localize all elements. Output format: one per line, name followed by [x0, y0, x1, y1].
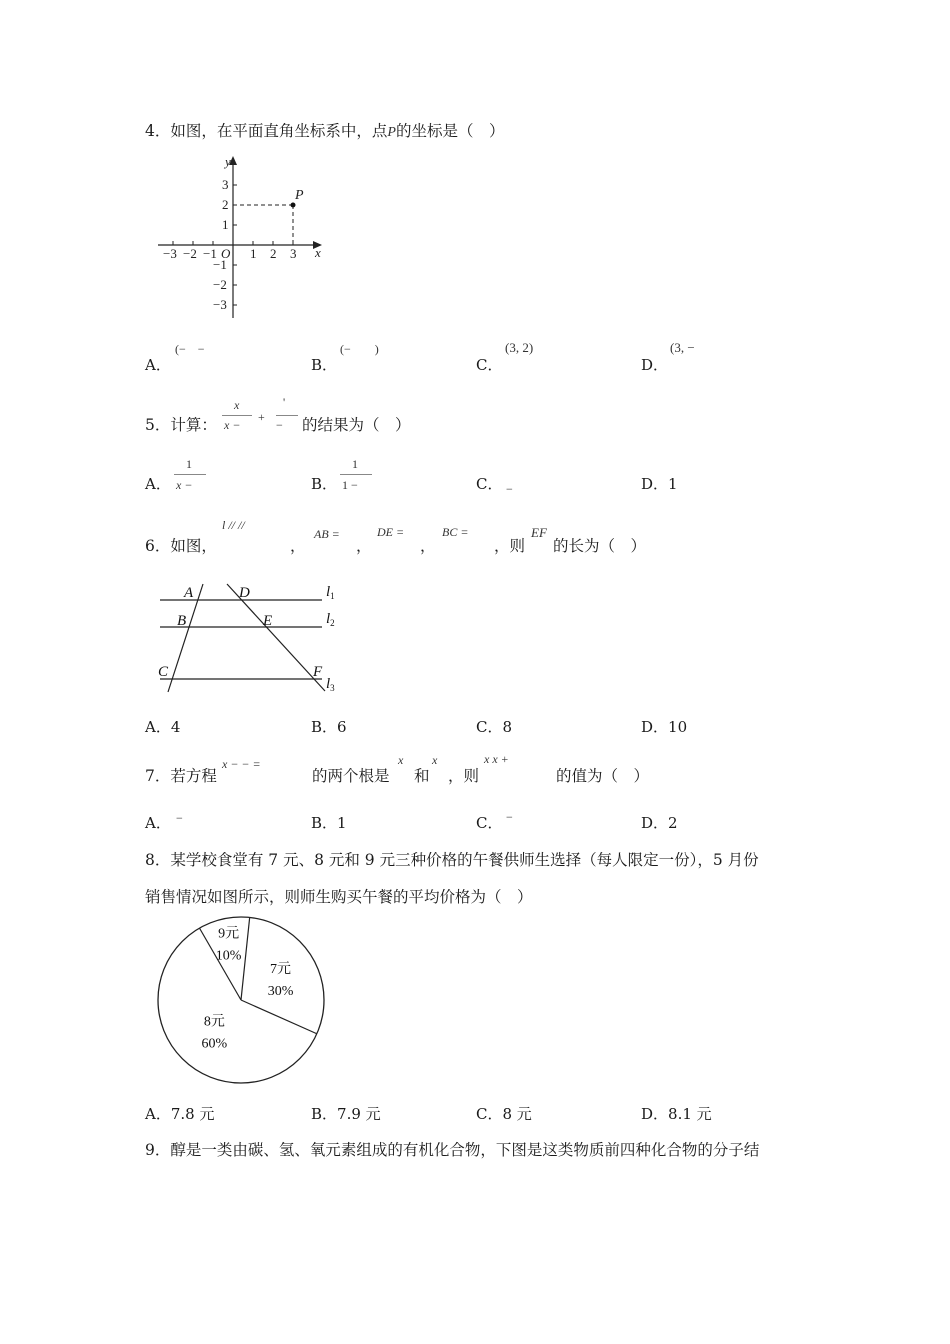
q5-option-a-den: x − — [176, 478, 193, 492]
q5-option-a[interactable]: A． — [145, 475, 171, 493]
q8-line-1: 8．某学校食堂有 7 元、8 元和 9 元三种价格的午餐供师生选择（每人限定一份），5 月份 — [145, 851, 759, 869]
q4-stem — [145, 119, 504, 141]
q7-root-x2: x — [432, 753, 438, 767]
x-tick-3: 3 — [290, 246, 297, 261]
q4-option-c[interactable]: C． — [476, 356, 503, 374]
q6-comma-2: ， — [356, 537, 372, 555]
q5-text-a: 5．计算： — [145, 416, 217, 434]
q6-option-c[interactable]: C．8 — [476, 718, 513, 736]
q4-option-c-value: (3, 2) — [505, 340, 534, 355]
q4-coordinate-figure — [150, 150, 335, 325]
y-tick-neg3: −3 — [213, 297, 227, 312]
y-axis-label: y — [225, 154, 231, 169]
q5-plus: + — [258, 410, 265, 424]
q5-option-b-den: 1 − — [342, 478, 358, 492]
q5-frac-num: x — [234, 398, 240, 412]
q4-var-p: P — [387, 125, 396, 140]
label-c: C — [158, 664, 169, 680]
label-a: A — [184, 585, 194, 601]
x-tick-1: 1 — [250, 246, 257, 261]
label-f: F — [313, 664, 323, 680]
q8-option-b[interactable]: B．7.9 元 — [311, 1105, 381, 1123]
q5-frac-bar — [222, 415, 252, 416]
q6-comma-1: ， — [290, 537, 306, 555]
pie-label-percent-1: 60% — [201, 1036, 228, 1052]
q9-line-1: 9．醇是一类由碳、氢、氧元素组成的有机化合物，下图是这类物质前四种化合物的分子结 — [145, 1141, 760, 1159]
q5-option-d[interactable]: D．1 — [641, 475, 678, 493]
q7-text-b: 的两个根是 — [312, 767, 390, 785]
q5-frac2-bar — [276, 415, 298, 416]
q7-option-c[interactable]: C． — [476, 814, 503, 832]
q7-option-b[interactable]: B．1 — [311, 814, 347, 832]
q5-option-a-num: 1 — [186, 457, 192, 471]
q4-option-a[interactable]: A． — [145, 356, 171, 374]
q8-option-d[interactable]: D．8.1 元 — [641, 1105, 712, 1123]
q7-text-c: ，则 — [448, 767, 480, 785]
x-tick-neg3: −3 — [163, 246, 177, 261]
q7-option-a-value: − — [176, 811, 183, 825]
pie-label-price-1: 8元 — [203, 1014, 225, 1030]
q7-option-d[interactable]: D．2 — [641, 814, 678, 832]
q6-cond-bc: BC = — [442, 525, 469, 539]
q6-cond-parallel: l // // — [222, 518, 245, 532]
q7-expression: x x + — [484, 752, 509, 766]
q5-option-c-value: − — [506, 482, 513, 496]
q7-option-c-value: − — [506, 810, 513, 824]
label-b: B — [177, 613, 187, 629]
q6-text-c: 的长为（ ） — [553, 537, 647, 555]
q5-option-c[interactable]: C． — [476, 475, 503, 493]
y-tick-neg1: −1 — [213, 257, 227, 272]
q5-frac-den: x − — [224, 418, 241, 432]
q8-line-2: 销售情况如图所示，则师生购买午餐的平均价格为（ ） — [145, 888, 533, 906]
q6-text-a: 6．如图， — [145, 537, 217, 555]
y-tick-1: 1 — [222, 217, 229, 232]
x-tick-2: 2 — [270, 246, 277, 261]
q6-cond-ab: AB = — [314, 527, 340, 541]
origin-label: O — [221, 246, 231, 261]
q5-text-b: 的结果为（ ） — [302, 416, 411, 434]
q4-text-b: 的坐标是（ ） — [395, 122, 505, 140]
q7-root-x1: x — [398, 753, 404, 767]
label-l1: $l_1$ — [326, 584, 335, 601]
q4-text-a: 4．如图，在平面直角坐标系中，点 — [145, 122, 388, 140]
q6-cond-de: DE = — [377, 525, 405, 539]
label-d: D — [239, 585, 250, 601]
pie-label-percent-2: 10% — [215, 948, 242, 964]
q5-option-a-bar — [174, 474, 206, 475]
q4-option-b-value: (− ) — [340, 342, 379, 356]
q5-option-d-value: 1 — [668, 475, 678, 493]
q4-option-d[interactable]: D． — [641, 356, 669, 374]
q6-parallel-lines-figure — [150, 578, 350, 698]
label-l3: $l_3$ — [326, 676, 335, 693]
point-p — [291, 203, 296, 208]
q5-tick: ' — [283, 395, 286, 409]
q7-equation: x − − = — [222, 757, 261, 771]
q4-option-a-value: (− − — [175, 342, 205, 356]
y-tick-3: 3 — [222, 177, 229, 192]
q6-text-b: ，则 — [494, 537, 526, 555]
x-tick-neg2: −2 — [183, 246, 197, 261]
q7-text-d: 的值为（ ） — [556, 767, 650, 785]
label-l2: $l_2$ — [326, 611, 335, 628]
q8-option-a[interactable]: A．7.8 元 — [145, 1105, 215, 1123]
q8-pie-chart — [150, 910, 340, 1092]
q5-option-b-bar — [340, 474, 372, 475]
q5-option-b[interactable]: B． — [311, 475, 338, 493]
q7-text-a: 7．若方程 — [145, 767, 217, 785]
q5-minus: − — [276, 418, 283, 432]
q6-option-d[interactable]: D．10 — [641, 718, 688, 736]
q6-option-b[interactable]: B．6 — [311, 718, 347, 736]
x-tick-neg1: −1 — [203, 246, 217, 261]
q6-option-a[interactable]: A．4 — [145, 718, 181, 736]
point-p-label: P — [295, 188, 304, 203]
q8-option-c[interactable]: C．8 元 — [476, 1105, 532, 1123]
pie-label-price-0: 7元 — [270, 962, 292, 978]
label-e: E — [263, 613, 273, 629]
q6-comma-3: ， — [420, 537, 436, 555]
y-tick-neg2: −2 — [213, 277, 227, 292]
q7-option-a[interactable]: A． — [145, 814, 171, 832]
q5-option-b-num: 1 — [352, 457, 358, 471]
q4-option-b[interactable]: B． — [311, 356, 338, 374]
y-tick-2: 2 — [222, 197, 229, 212]
x-axis-label: x — [315, 245, 321, 260]
q4-option-d-value: (3, − — [670, 340, 695, 355]
q6-ef: EF — [531, 525, 547, 540]
pie-label-price-2: 9元 — [218, 926, 240, 942]
q7-and: 和 — [414, 767, 430, 785]
pie-label-percent-0: 30% — [267, 984, 294, 1000]
